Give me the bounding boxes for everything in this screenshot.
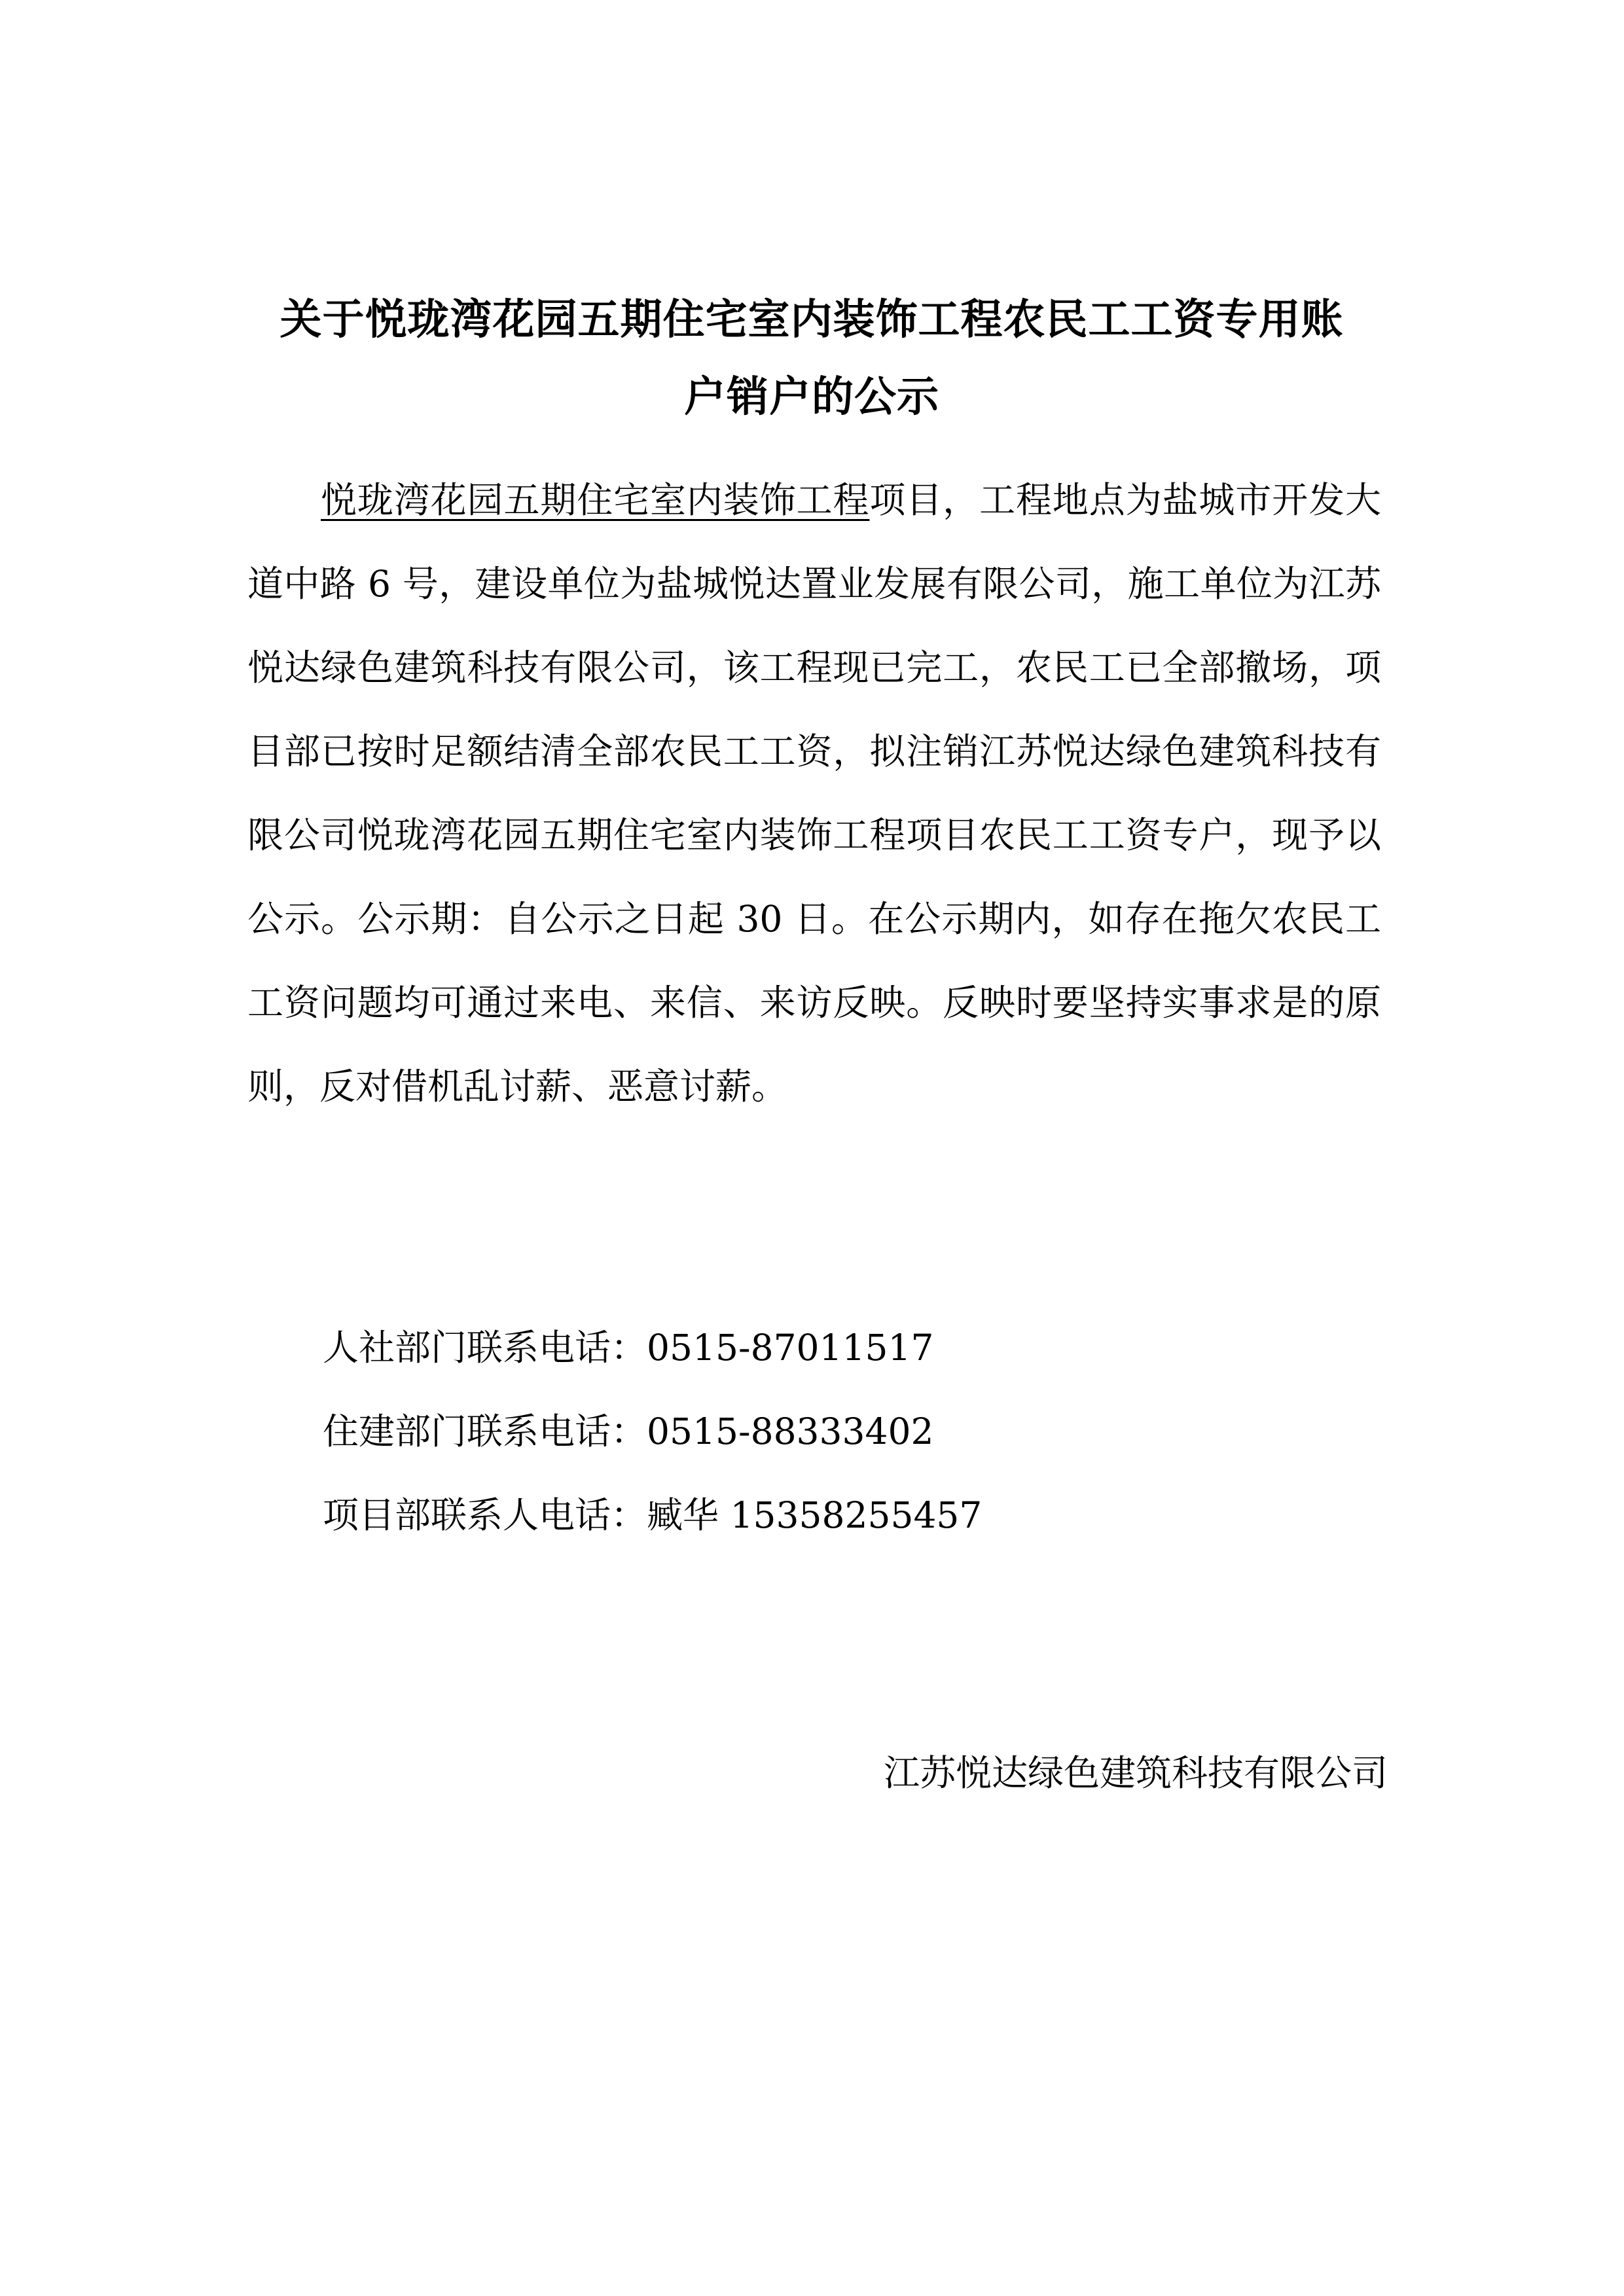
contact-project-department <box>323 1473 1370 1557</box>
notice-title-line-2: 户销户的公示 <box>684 373 939 422</box>
signature-company: 江苏悦达绿色建筑科技有限公司 <box>883 1752 1388 1794</box>
contact-phone: 臧华 15358255457 <box>647 1494 983 1536</box>
notice-body <box>247 458 1381 1128</box>
contact-label: 项目部联系人电话： <box>323 1494 647 1536</box>
notice-body-text: 项目，工程地点为盐城市开发大道中路 6 号，建设单位为盐城悦达置业发展有限公司，施工单位为江苏悦达绿色建筑科技有限公司，该工程现已完工，农民工已全部撤场，项目部已按时足额结清全部农民工工资，拟注销江苏悦达绿色建筑科技有限公司悦珑湾花园五期住宅室内装饰工程项目农民工工资专户，现予以公示。公示期：自公示之日起 30 日。在公示期内，如存在拖欠农民工工资问题均可通过来电、来信、来访反映。反映时要坚持实事求是的原则，反对借机乱讨薪、恶意讨薪。 <box>247 479 1381 1107</box>
contact-list <box>323 1306 1370 1557</box>
contact-phone: 0515-87011517 <box>647 1327 934 1369</box>
notice-paragraph <box>247 458 1381 1128</box>
contact-housing-construction <box>323 1390 1370 1473</box>
contact-phone: 0515-88333402 <box>647 1410 934 1452</box>
contact-label: 住建部门联系电话： <box>323 1410 647 1452</box>
contact-hrss <box>323 1306 1370 1390</box>
notice-title <box>242 281 1381 436</box>
contact-label: 人社部门联系电话： <box>323 1327 647 1369</box>
project-name: 悦珑湾花园五期住宅室内装饰工程 <box>321 479 870 521</box>
notice-title-line-1: 关于悦珑湾花园五期住宅室内装饰工程农民工工资专用账 <box>280 296 1344 344</box>
